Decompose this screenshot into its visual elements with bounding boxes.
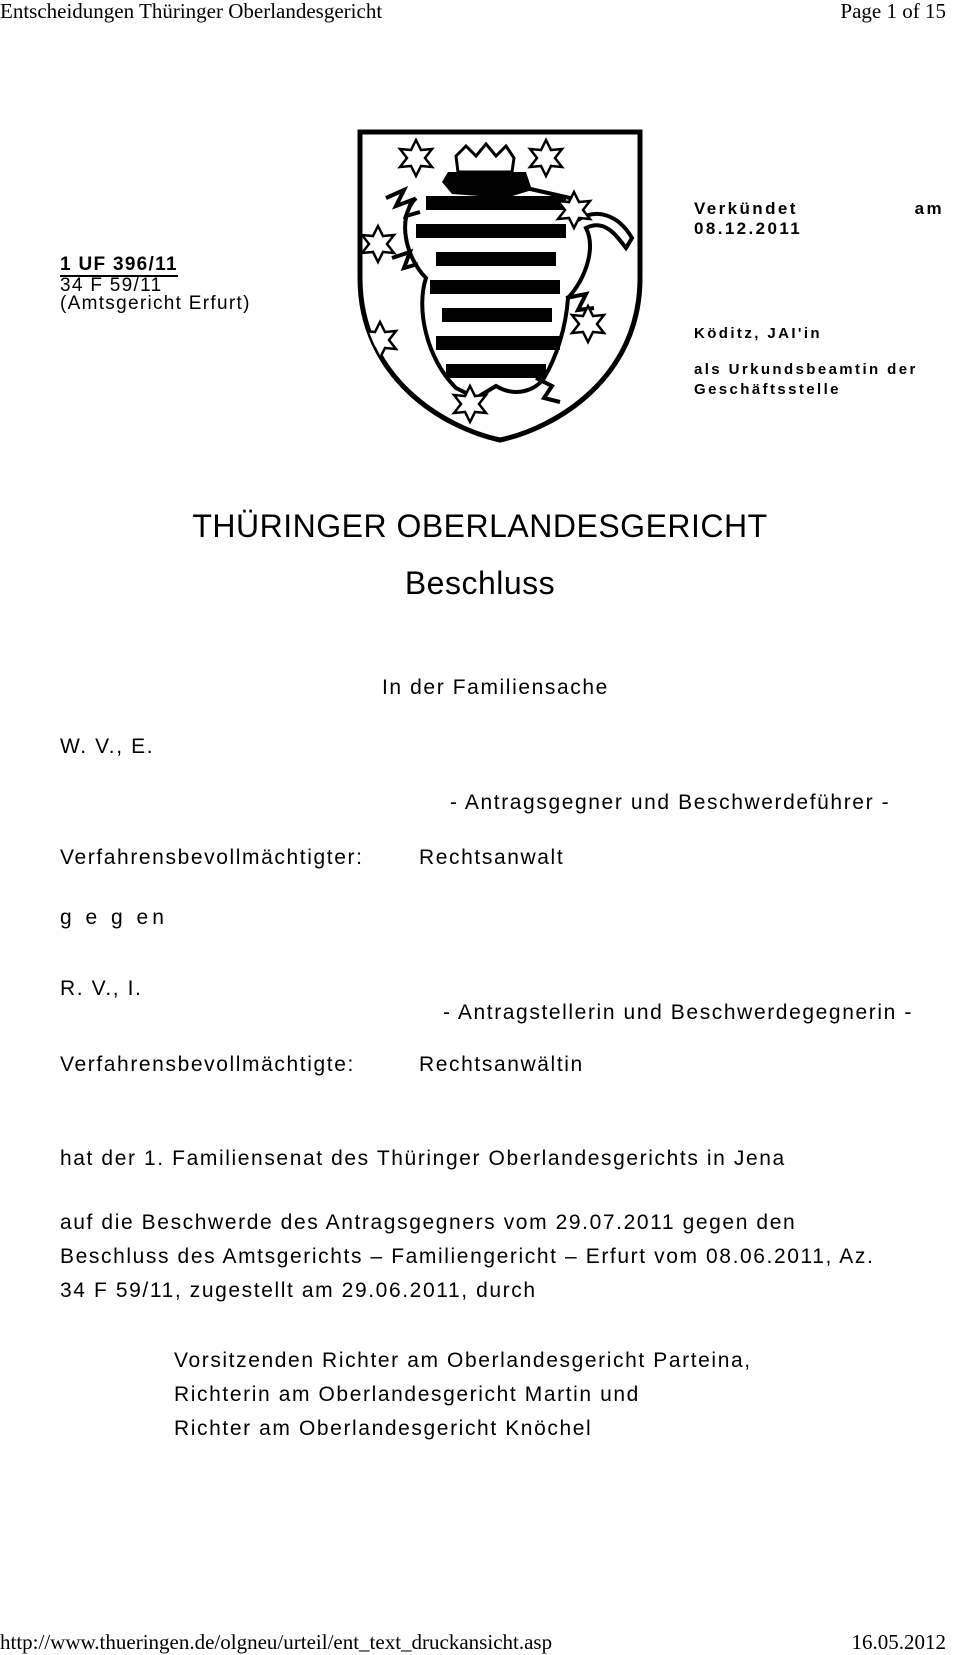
party1-name: W. V., E. (60, 735, 155, 758)
announcement-date: 08.12.2011 (694, 219, 803, 238)
decision-type: Beschluss (404, 565, 556, 601)
print-header-page: Page 1 of 15 (840, 0, 946, 23)
case-number: 1 UF 396/11 (60, 254, 178, 275)
clerk-role: als Urkundsbeamtin der Geschäftsstelle (694, 361, 918, 398)
clerk-name: Köditz, JAI'in (694, 325, 822, 342)
case-reference (60, 256, 251, 313)
coat-of-arms-icon (356, 128, 644, 444)
party2-counsel-label: Verfahrensbevollmächtigte: (60, 1053, 355, 1076)
appeal-line-2: Beschluss des Amtsgerichts – Familiengericht – Erfurt vom 08.06.2011, Az. (60, 1245, 875, 1268)
lower-case-number: 34 F 59/11 (60, 275, 163, 296)
announcement-label: Verkündet (694, 199, 798, 218)
announcement-block (694, 199, 944, 239)
announcement-am: am (914, 199, 944, 218)
party2-counsel: Rechtsanwältin (419, 1053, 584, 1076)
appeal-line-1: auf die Beschwerde des Antragsgegners vom 29.07.2011 gegen den (60, 1211, 797, 1234)
judge-line: Richterin am Oberlandesgericht Martin und (174, 1383, 640, 1406)
print-footer-url: http://www.thueringen.de/olgneu/urteil/ent_text_druckansicht.asp (0, 1630, 553, 1654)
party1-counsel-label: Verfahrensbevollmächtigter: (60, 846, 364, 869)
matter-heading: In der Familiensache (382, 676, 609, 699)
judges-panel (174, 1344, 752, 1446)
court-name: THÜRINGER OBERLANDESGERICHT (192, 508, 768, 544)
lower-court: (Amtsgericht Erfurt) (60, 293, 251, 314)
judge-line: Vorsitzenden Richter am Oberlandesgericht Parteina, (174, 1349, 752, 1372)
print-footer-date: 16.05.2012 (851, 1630, 946, 1654)
party1-role: - Antragsgegner und Beschwerdeführer - (450, 791, 891, 814)
judge-line: Richter am Oberlandesgericht Knöchel (174, 1417, 593, 1440)
versus-label: g e g en (60, 906, 168, 929)
party2-role: - Antragstellerin und Beschwerdegegnerin - (443, 1001, 913, 1024)
print-header-title: Entscheidungen Thüringer Oberlandesgericht (0, 0, 383, 23)
senate-line: hat der 1. Familiensenat des Thüringer Oberlandesgerichts in Jena (60, 1147, 786, 1170)
appeal-line-3: 34 F 59/11, zugestellt am 29.06.2011, durch (60, 1279, 537, 1302)
party1-counsel: Rechtsanwalt (419, 846, 565, 869)
party2-name: R. V., I. (60, 977, 143, 1000)
